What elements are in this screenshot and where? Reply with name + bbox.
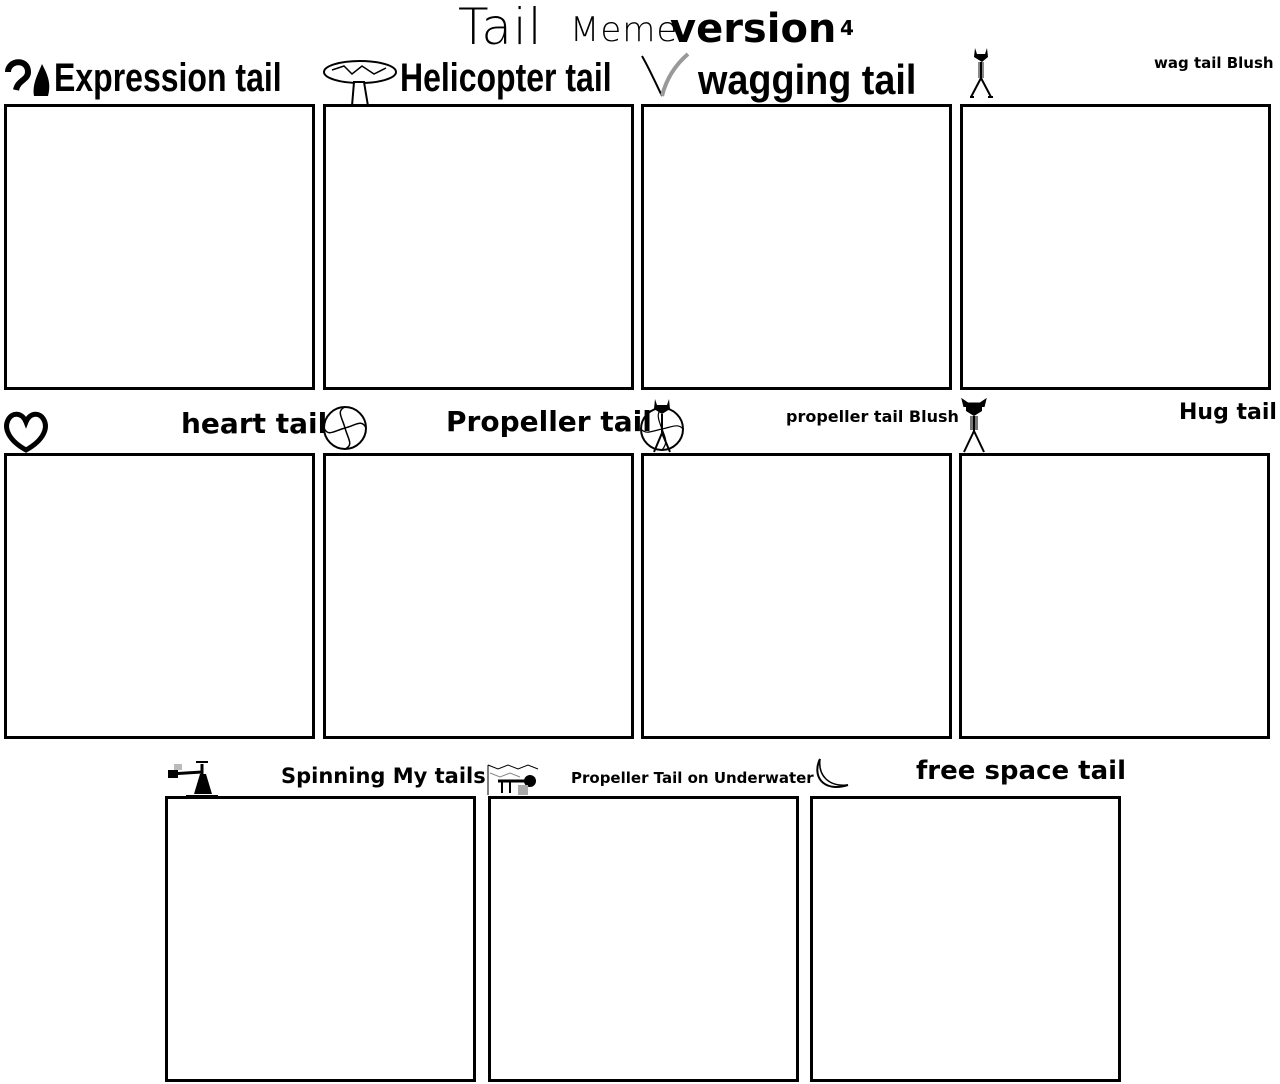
panel-wagging-tail xyxy=(641,104,952,390)
panel-wag-tail-blush xyxy=(960,104,1271,390)
panel-propeller-tail-underwater xyxy=(488,796,799,1082)
title-version: version xyxy=(670,6,837,52)
heart-tail-icon xyxy=(4,410,48,452)
panel-hug-tail xyxy=(959,453,1270,739)
panel-helicopter-tail xyxy=(323,104,634,390)
hug-figure-icon xyxy=(958,397,990,453)
label-wag-tail-blush: wag tail Blush xyxy=(1154,54,1274,72)
panel-spinning-my-tails xyxy=(165,796,476,1082)
panel-propeller-tail xyxy=(323,453,634,739)
panel-propeller-tail-blush xyxy=(641,453,952,739)
label-hug-tail: Hug tail xyxy=(1179,400,1277,425)
label-helicopter-tail: Helicopter tail xyxy=(400,56,612,100)
title-version-number: 4 xyxy=(840,16,854,40)
title-meme: Meme xyxy=(570,10,679,50)
underwater-figure-icon xyxy=(486,763,540,797)
label-heart-tail: heart tail xyxy=(181,407,328,440)
label-propeller-tail: Propeller tail xyxy=(446,405,652,438)
label-expression-tail: Expression tail xyxy=(54,56,282,100)
crescent-tail-icon xyxy=(812,757,852,793)
label-propeller-tail-underwater: Propeller Tail on Underwater xyxy=(571,769,814,787)
helicopter-tail-icon xyxy=(322,60,398,108)
label-spinning-my-tails: Spinning My tails xyxy=(281,764,486,788)
stick-figure-icon xyxy=(966,44,996,98)
expression-tail-icon xyxy=(4,58,54,98)
label-wagging-tail: wagging tail xyxy=(698,56,917,103)
spinning-figure-icon xyxy=(166,760,220,798)
title-tail: Tail xyxy=(458,0,543,56)
wagging-tail-icon xyxy=(640,52,690,98)
label-free-space-tail: free space tail xyxy=(916,756,1126,786)
panel-expression-tail xyxy=(4,104,315,390)
label-propeller-tail-blush: propeller tail Blush xyxy=(786,407,959,426)
panel-heart-tail xyxy=(4,453,315,739)
propeller-icon xyxy=(322,405,368,451)
panel-free-space-tail xyxy=(810,796,1121,1082)
propeller-figure-icon xyxy=(640,397,688,453)
